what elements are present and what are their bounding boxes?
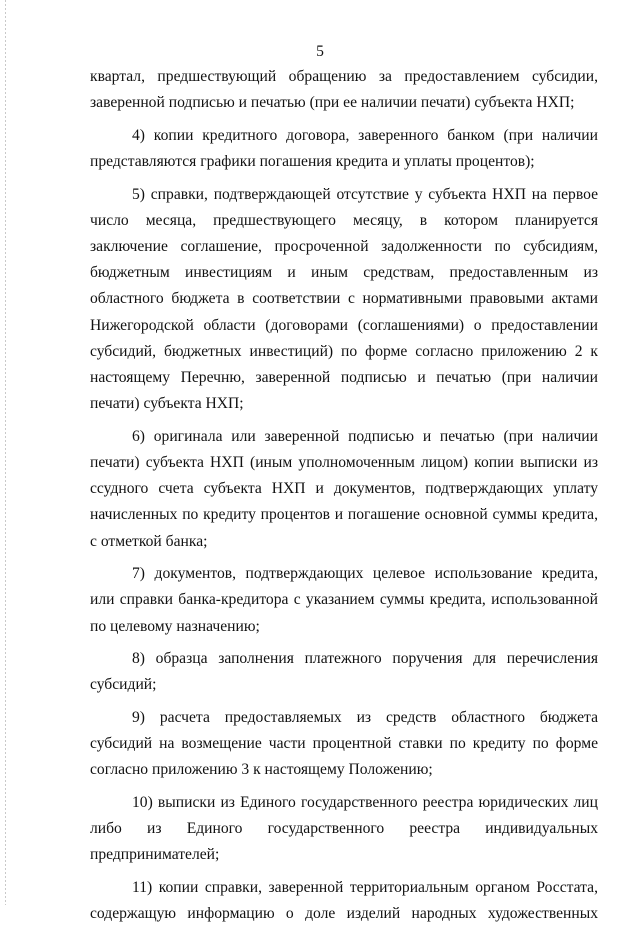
paragraph-item-9: 9) расчета предоставляемых из средств областного бюджета субсидий на возмещение части процентной ставки по кредиту по форме согласно приложению 3 к настоящему Положению; [90,709,598,779]
paragraph-item-6: 6) оригинала или заверенной подписью и печатью (при наличии печати) субъекта НХП (иным уполномоченным лицом) копии выписки из ссудного счета субъекта НХП и документов, подтверждающих уплату начисленных по кредиту процентов и погашение основной суммы кредита, с отметкой банка; [90,427,598,550]
scan-edge [5,0,6,905]
paragraph-item-4: 4) копии кредитного договора, заверенного банком (при наличии представляются графики погашения кредита и уплаты процентов); [90,126,598,170]
paragraph-item-10: 10) выписки из Единого государственного реестра юридических лиц либо из Единого государственного реестра индивидуальных предпринимателей; [90,794,598,864]
paragraph-item-8: 8) образца заполнения платежного поручения для перечисления субсидий; [90,650,598,694]
paragraph-item-11: 11) копии справки, заверенной территориальным органом Росстата, содержащую информацию о доле изделий народных художественных [90,879,598,923]
page-number: 5 [316,43,324,60]
paragraph-continuation: квартал, предшествующий обращению за предоставлением субсидии, заверенной подписью и печатью (при ее наличии печати) субъекта НХП; [90,68,598,112]
paragraph-item-7: 7) документов, подтверждающих целевое использование кредита, или справки банка-кредитора с указанием суммы кредита, использованной по целевому назначению; [90,565,598,635]
paragraph-item-5: 5) справки, подтверждающей отсутствие у субъекта НХП на первое число месяца, предшествующего месяцу, в котором планируется заключение соглашение, просроченной задолженности по субсидиям, бюджетным инвестициям и иным средствам, предоставленным из областного бюджета в соответствии с нормативными правовыми актами Нижегородской области (договорами (соглашениями) о предоставлении субсидий, бюджетных инвестиций) по форме согласно приложению 2 к настоящему Перечню, заверенной подписью и печатью (при наличии печати) субъекта НХП; [90,185,598,413]
body-text [90,64,598,934]
